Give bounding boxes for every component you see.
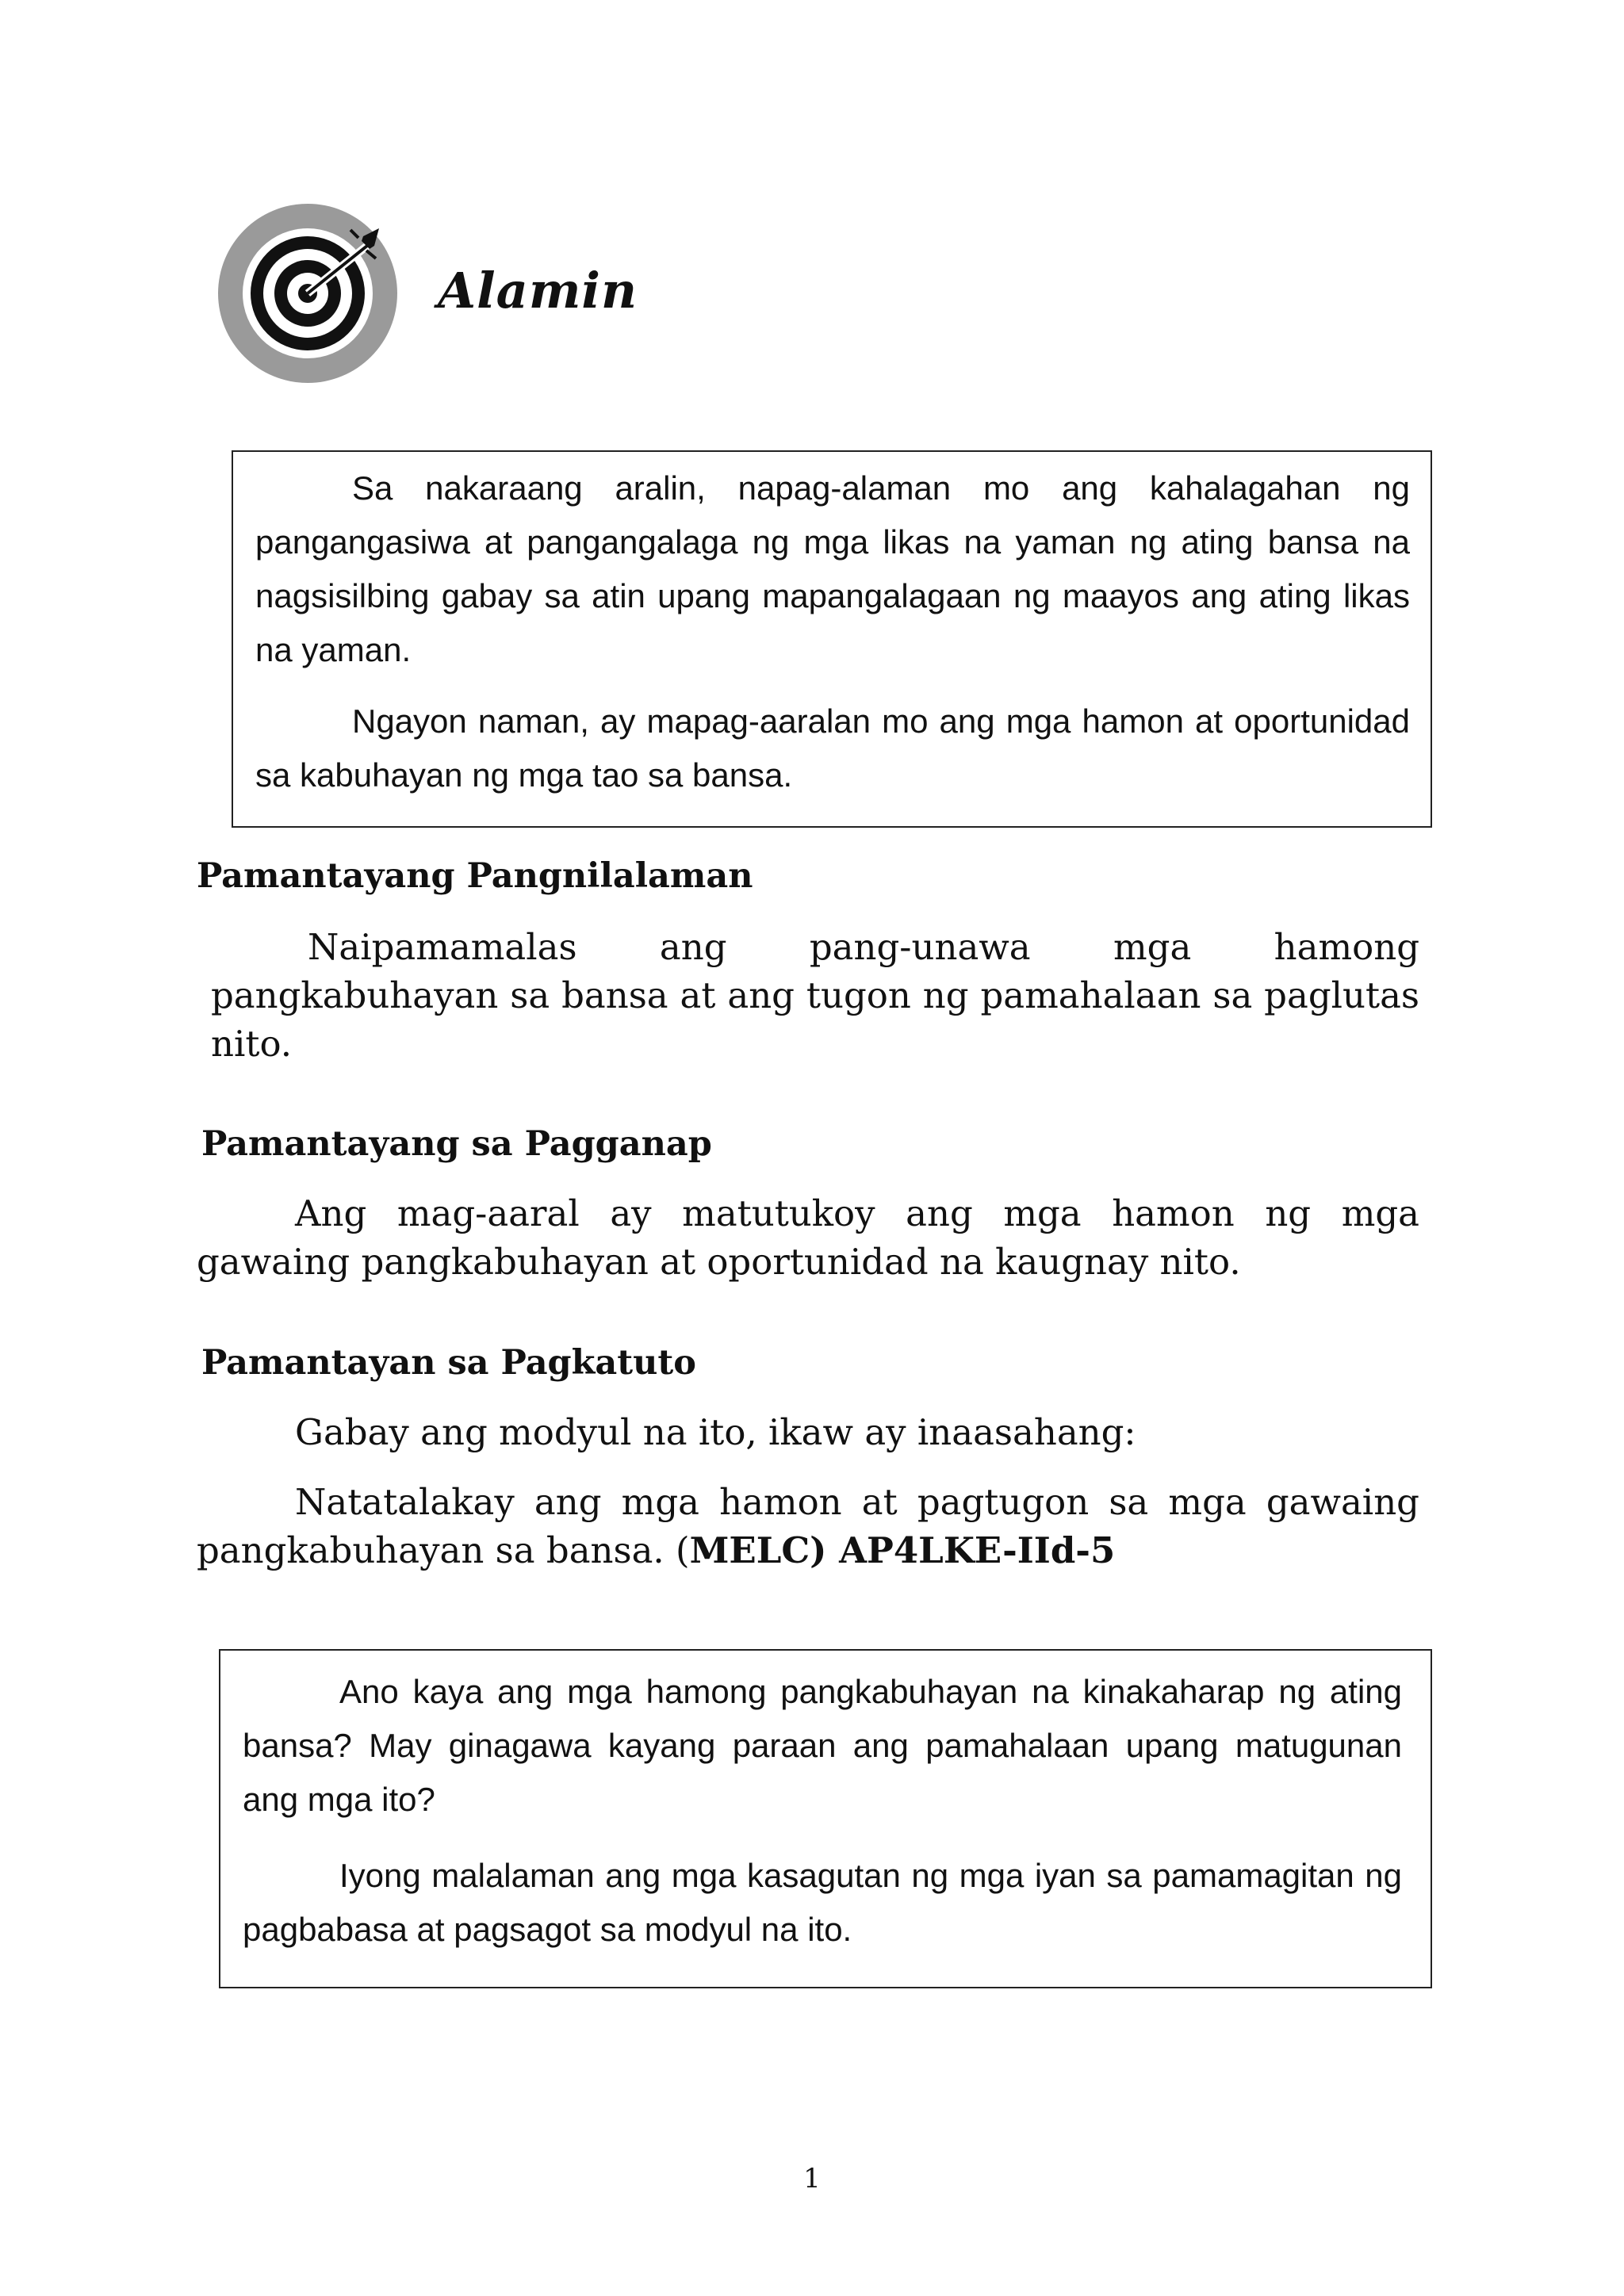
target-icon xyxy=(216,201,400,385)
intro-paragraph: Sa nakaraang aralin, napag-alaman mo ang kahalagahan ng pangangasiwa at pangangalaga ng mga likas na yaman ng ating bansa na nagsisilbing gabay sa atin upang mapangalagaan ng maayos ang ating likas na yaman. xyxy=(255,469,1410,668)
learning-standard-intro: Gabay ang modyul na ito, ikaw ay inaasahang: xyxy=(295,1411,1136,1453)
content-standard-heading: Pamantayang Pangnilalaman xyxy=(197,856,753,896)
question-box xyxy=(219,1649,1432,1988)
intro-box xyxy=(232,450,1432,828)
learning-standard-heading: Pamantayan sa Pagkatuto xyxy=(201,1343,696,1383)
performance-standard-heading: Pamantayang sa Pagganap xyxy=(201,1124,712,1164)
intro-paragraph: Ngayon naman, ay mapag-aaralan mo ang mga hamon at oportunidad sa kabuhayan ng mga tao sa bansa. xyxy=(255,702,1410,794)
content-standard-text: Naipamamalas ang pang-unawa mga hamong pangkabuhayan sa bansa at ang tugon ng pamahalaan sa paglutas nito. xyxy=(211,926,1419,1065)
learning-competency-text: Natatalakay ang mga hamon at pagtugon sa mga gawaing pangkabuhayan sa bansa. ( xyxy=(197,1481,1419,1571)
melc-code: MELC) AP4LKE-IId-5 xyxy=(689,1529,1116,1571)
learning-competency xyxy=(197,1478,1419,1575)
page-number: 1 xyxy=(803,2163,821,2195)
performance-standard-text: Ang mag-aaral ay matutukoy ang mga hamon ng mga gawaing pangkabuhayan at oportunidad na kaugnay nito. xyxy=(197,1192,1419,1283)
question-paragraph: Iyong malalaman ang mga kasagutan ng mga iyan sa pamamagitan ng pagbabasa at pagsagot sa modyul na ito. xyxy=(243,1857,1402,1948)
question-paragraph: Ano kaya ang mga hamong pangkabuhayan na kinakaharap ng ating bansa? May ginagawa kayang paraan ang pamahalaan upang matugunan ang mga ito? xyxy=(243,1673,1402,1818)
section-title: Alamin xyxy=(438,262,638,320)
